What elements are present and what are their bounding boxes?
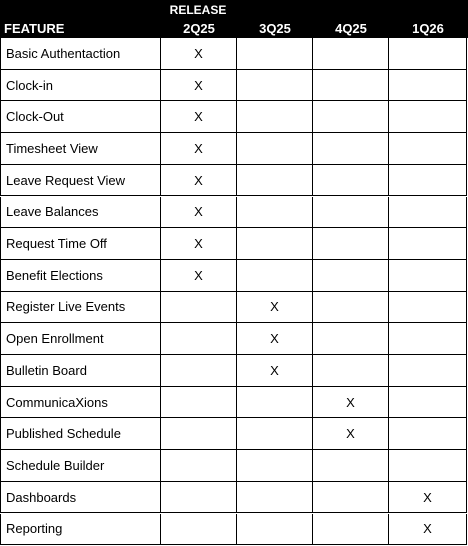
release-mark-cell	[313, 165, 389, 197]
table-row	[0, 514, 468, 546]
feature-cell: Leave Request View	[0, 165, 161, 197]
feature-cell: Reporting	[0, 514, 161, 546]
table-row	[0, 70, 468, 102]
feature-cell: Register Live Events	[0, 292, 161, 324]
release-mark-cell: X	[313, 418, 389, 450]
release-mark-cell	[313, 450, 389, 482]
release-mark-cell	[389, 418, 467, 450]
release-mark-cell: X	[161, 228, 237, 260]
release-mark-cell	[161, 323, 237, 355]
feature-cell: CommunicaXions	[0, 387, 161, 419]
release-label: RELEASE	[169, 3, 227, 17]
release-mark-cell	[313, 292, 389, 324]
table-row	[0, 228, 468, 260]
release-mark-cell	[237, 228, 313, 260]
release-mark-cell	[389, 450, 467, 482]
release-mark-cell: X	[161, 133, 237, 165]
release-mark-cell	[313, 482, 389, 514]
table-row	[0, 355, 468, 387]
release-mark-cell	[237, 133, 313, 165]
release-mark-cell: X	[161, 70, 237, 102]
release-mark-cell: X	[389, 514, 467, 546]
release-mark-cell	[389, 101, 467, 133]
table-row	[0, 387, 468, 419]
release-mark-cell	[313, 228, 389, 260]
feature-cell: Clock-Out	[0, 101, 161, 133]
release-mark-cell	[161, 482, 237, 514]
release-mark-cell: X	[237, 292, 313, 324]
release-mark-cell: X	[161, 38, 237, 70]
feature-cell: Schedule Builder	[0, 450, 161, 482]
feature-cell: Published Schedule	[0, 418, 161, 450]
release-mark-cell	[161, 450, 237, 482]
release-mark-cell	[237, 387, 313, 419]
release-mark-cell: X	[161, 197, 237, 229]
release-mark-cell: X	[237, 355, 313, 387]
release-mark-cell	[161, 418, 237, 450]
release-mark-cell	[313, 101, 389, 133]
table-row	[0, 260, 468, 292]
feature-cell: Basic Authentaction	[0, 38, 161, 70]
feature-cell: Leave Balances	[0, 197, 161, 229]
release-mark-cell	[237, 38, 313, 70]
release-mark-cell	[313, 355, 389, 387]
release-mark-cell: X	[161, 165, 237, 197]
release-mark-cell	[389, 387, 467, 419]
release-mark-cell	[313, 514, 389, 546]
column-header-3q25: 3Q25	[259, 21, 291, 36]
feature-cell: Bulletin Board	[0, 355, 161, 387]
column-header-1q26: 1Q26	[412, 21, 444, 36]
feature-cell: Benefit Elections	[0, 260, 161, 292]
table-row	[0, 418, 468, 450]
release-mark-cell	[389, 133, 467, 165]
release-mark-cell: X	[237, 323, 313, 355]
feature-cell: Dashboards	[0, 482, 161, 514]
table-row	[0, 38, 468, 70]
feature-cell: Timesheet View	[0, 133, 161, 165]
table-body	[0, 38, 468, 545]
release-mark-cell	[237, 514, 313, 546]
release-mark-cell	[237, 450, 313, 482]
table-row	[0, 323, 468, 355]
feature-cell: Clock-in	[0, 70, 161, 102]
table-row	[0, 450, 468, 482]
column-header-2q25: 2Q25	[183, 21, 215, 36]
table-row	[0, 292, 468, 324]
feature-column-header: FEATURE	[4, 21, 65, 36]
release-mark-cell	[389, 70, 467, 102]
release-mark-cell: X	[313, 387, 389, 419]
release-mark-cell	[237, 165, 313, 197]
release-mark-cell	[161, 292, 237, 324]
release-mark-cell	[237, 260, 313, 292]
release-mark-cell	[389, 260, 467, 292]
release-mark-cell	[313, 70, 389, 102]
table-row	[0, 133, 468, 165]
release-mark-cell	[389, 38, 467, 70]
table-row	[0, 197, 468, 229]
release-mark-cell	[313, 260, 389, 292]
release-mark-cell	[161, 514, 237, 546]
release-mark-cell	[389, 228, 467, 260]
table-row	[0, 101, 468, 133]
release-mark-cell	[389, 292, 467, 324]
release-mark-cell	[389, 323, 467, 355]
release-mark-cell	[161, 387, 237, 419]
release-mark-cell	[237, 197, 313, 229]
release-mark-cell	[313, 38, 389, 70]
release-mark-cell	[161, 355, 237, 387]
release-mark-cell	[389, 355, 467, 387]
feature-cell: Request Time Off	[0, 228, 161, 260]
release-mark-cell: X	[161, 260, 237, 292]
release-mark-cell	[389, 165, 467, 197]
release-mark-cell	[389, 197, 467, 229]
release-mark-cell	[313, 197, 389, 229]
release-mark-cell	[237, 101, 313, 133]
release-mark-cell	[237, 418, 313, 450]
table-row	[0, 165, 468, 197]
release-mark-cell: X	[161, 101, 237, 133]
table-header	[0, 0, 468, 38]
table-row	[0, 482, 468, 514]
release-mark-cell	[237, 482, 313, 514]
release-mark-cell	[313, 133, 389, 165]
release-mark-cell	[313, 323, 389, 355]
feature-cell: Open Enrollment	[0, 323, 161, 355]
release-mark-cell: X	[389, 482, 467, 514]
column-header-4q25: 4Q25	[335, 21, 367, 36]
release-mark-cell	[237, 70, 313, 102]
